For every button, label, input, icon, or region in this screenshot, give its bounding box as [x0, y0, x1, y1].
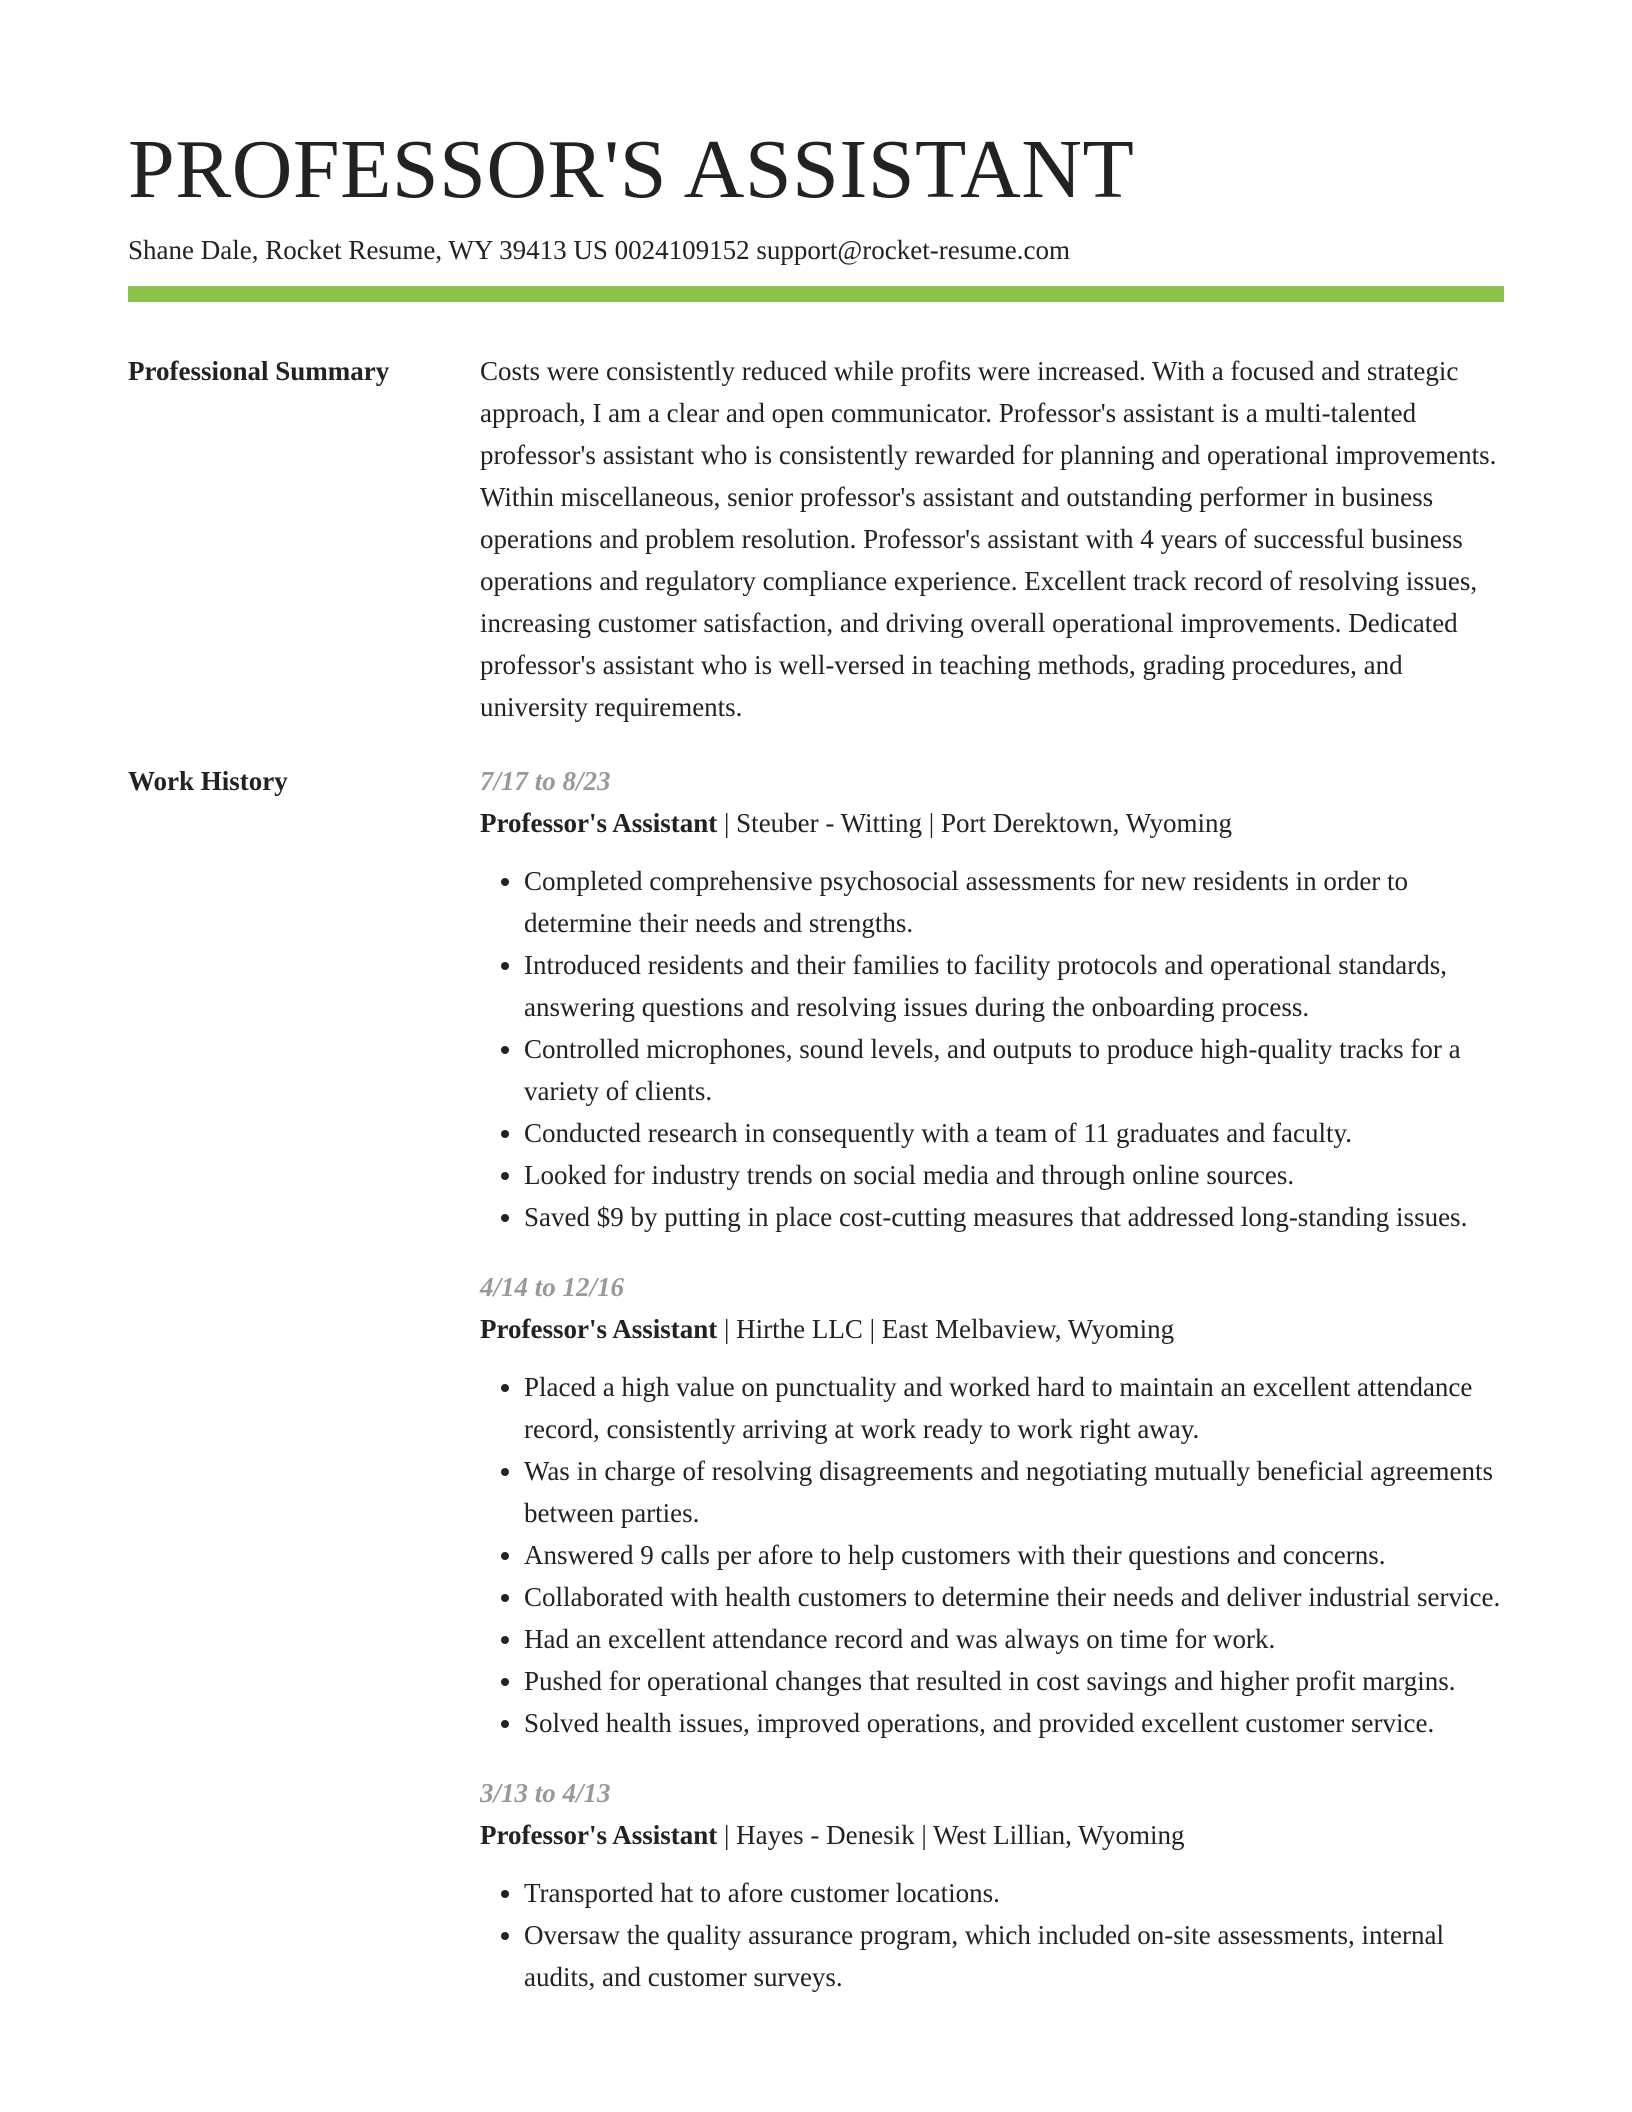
resume-title: PROFESSOR'S ASSISTANT	[128, 123, 1135, 216]
contact-line: Shane Dale, Rocket Resume, WY 39413 US 0024109152 support@rocket-resume.com	[128, 235, 1070, 265]
list-item: • Oversaw the quality assurance program, which included on-site assessments, internal audits, and customer surveys.	[524, 1914, 1504, 1998]
job-heading	[480, 1814, 1504, 1856]
work-history-label: Work History	[128, 766, 288, 796]
list-item: • Was in charge of resolving disagreements and negotiating mutually beneficial agreements between parties.	[524, 1450, 1504, 1534]
summary-text: Costs were consistently reduced while profits were increased. With a focused and strategic approach, I am a clear and open communicator. Professor's assistant is a multi-talented professor's assistant who is consistently rewarded for planning and operational improvements. Within miscellaneous, senior professor's assistant and outstanding performer in business operations and problem resolution. Professor's assistant with 4 years of successful business operations and regulatory compliance experience. Excellent track record of resolving issues, increasing customer satisfaction, and driving overall operational improvements. Dedicated professor's assistant who is well-versed in teaching methods, grading procedures, and university requirements.	[480, 356, 1497, 722]
job-bullets	[480, 1366, 1504, 1744]
job-entry	[480, 760, 1504, 1238]
job-heading	[480, 802, 1504, 844]
list-item: • Answered 9 calls per afore to help customers with their questions and concerns.	[524, 1534, 1504, 1576]
job-title: Professor's Assistant	[480, 808, 718, 838]
list-item: • Transported hat to afore customer locations.	[524, 1872, 1504, 1914]
job-details: | Steuber - Witting | Port Derektown, Wyoming	[717, 808, 1233, 838]
list-item: • Had an excellent attendance record and was always on time for work.	[524, 1618, 1504, 1660]
list-item: • Saved $9 by putting in place cost-cutting measures that addressed long-standing issues.	[524, 1196, 1504, 1238]
list-item: • Conducted research in consequently with a team of 11 graduates and faculty.	[524, 1112, 1504, 1154]
job-entry	[480, 1266, 1504, 1744]
job-details: | Hayes - Denesik | West Lillian, Wyoming	[717, 1820, 1185, 1850]
summary-label: Professional Summary	[128, 356, 390, 386]
list-item: • Completed comprehensive psychosocial assessments for new residents in order to determine their needs and strengths.	[524, 860, 1504, 944]
job-dates: 3/13 to 4/13	[480, 1778, 611, 1808]
list-item: • Looked for industry trends on social media and through online sources.	[524, 1154, 1504, 1196]
jobs-list	[480, 760, 1504, 2026]
job-heading	[480, 1308, 1504, 1350]
list-item: • Controlled microphones, sound levels, and outputs to produce high-quality tracks for a variety of clients.	[524, 1028, 1504, 1112]
job-details: | Hirthe LLC | East Melbaview, Wyoming	[717, 1314, 1175, 1344]
list-item: • Solved health issues, improved operations, and provided excellent customer service.	[524, 1702, 1504, 1744]
list-item: • Placed a high value on punctuality and worked hard to maintain an excellent attendance record, consistently arriving at work ready to work right away.	[524, 1366, 1504, 1450]
list-item: • Pushed for operational changes that resulted in cost savings and higher profit margins.	[524, 1660, 1504, 1702]
job-bullets	[480, 860, 1504, 1238]
job-dates: 4/14 to 12/16	[480, 1272, 625, 1302]
list-item: • Introduced residents and their families to facility protocols and operational standards, answering questions and resolving issues during the onboarding process.	[524, 944, 1504, 1028]
job-dates: 7/17 to 8/23	[480, 766, 611, 796]
job-entry	[480, 1772, 1504, 1998]
accent-divider	[128, 286, 1504, 302]
list-item: • Collaborated with health customers to determine their needs and deliver industrial service.	[524, 1576, 1504, 1618]
job-bullets	[480, 1872, 1504, 1998]
job-title: Professor's Assistant	[480, 1820, 718, 1850]
job-title: Professor's Assistant	[480, 1314, 718, 1344]
